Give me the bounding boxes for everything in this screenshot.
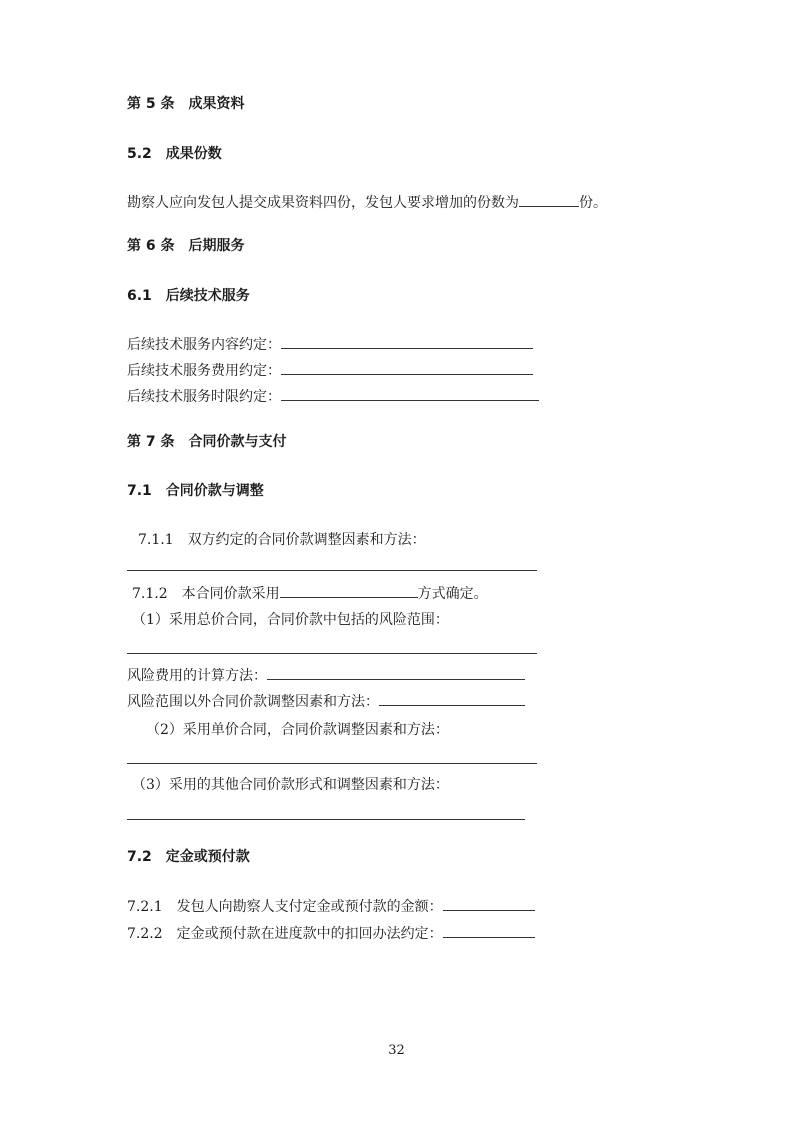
article-5-title: 第 5 条 成果资料 bbox=[127, 96, 245, 112]
section-6-1-title: 6.1 后续技术服务 bbox=[127, 288, 250, 304]
risk-calc-row bbox=[127, 666, 525, 685]
risk-outside-label: 风险范围以外合同价款调整因素和方法： bbox=[127, 694, 379, 710]
clause-7-1-2-suffix: 方式确定。 bbox=[417, 586, 488, 602]
clause-7-2-1-row bbox=[127, 897, 535, 916]
service-time-label: 后续技术服务时限约定： bbox=[127, 389, 281, 405]
service-content-label: 后续技术服务内容约定： bbox=[127, 337, 281, 353]
section-7-1-title: 7.1 合同价款与调整 bbox=[127, 483, 264, 499]
clause-7-1-2-text: 7.1.2 本合同价款采用 bbox=[132, 586, 280, 602]
copies-blank[interactable] bbox=[519, 193, 579, 207]
risk-outside-blank[interactable] bbox=[379, 692, 525, 706]
service-content-blank[interactable] bbox=[281, 335, 533, 349]
clause-7-1-1: 7.1.1 双方约定的合同价款调整因素和方法： bbox=[138, 532, 426, 548]
clause-7-2-1-label: 7.2.1 发包人向勘察人支付定金或预付款的金额： bbox=[127, 899, 443, 915]
section-5-2-title: 5.2 成果份数 bbox=[127, 146, 222, 162]
service-time-blank[interactable] bbox=[281, 387, 539, 401]
section-5-2-paragraph bbox=[127, 193, 607, 212]
risk-calc-label: 风险费用的计算方法： bbox=[127, 668, 267, 684]
option-1-blank[interactable] bbox=[127, 653, 537, 654]
option-1-text: （1）采用总价合同，合同价款中包括的风险范围： bbox=[132, 612, 449, 628]
service-content-row bbox=[127, 335, 533, 354]
section-5-2-suffix: 份。 bbox=[579, 195, 607, 211]
article-6-title: 第 6 条 后期服务 bbox=[127, 238, 245, 254]
option-3-text: （3）采用的其他合同价款形式和调整因素和方法： bbox=[132, 777, 449, 793]
option-3-blank[interactable] bbox=[127, 819, 525, 820]
service-fee-row bbox=[127, 361, 533, 380]
service-fee-blank[interactable] bbox=[281, 361, 533, 375]
section-5-2-text: 勘察人应向发包人提交成果资料四份，发包人要求增加的份数为 bbox=[127, 195, 519, 211]
deposit-amount-blank[interactable] bbox=[443, 897, 535, 911]
option-2-blank[interactable] bbox=[127, 763, 537, 764]
clause-7-1-2-row bbox=[132, 584, 488, 603]
risk-outside-row bbox=[127, 692, 525, 711]
service-fee-label: 后续技术服务费用约定： bbox=[127, 363, 281, 379]
clause-7-1-1-blank[interactable] bbox=[127, 570, 537, 571]
article-7-title: 第 7 条 合同价款与支付 bbox=[127, 434, 287, 450]
clause-7-2-2-row bbox=[127, 924, 535, 943]
page-number: 32 bbox=[388, 1043, 405, 1058]
option-2-text: （2）采用单价合同，合同价款调整因素和方法： bbox=[146, 722, 449, 738]
deduction-method-blank[interactable] bbox=[443, 924, 535, 938]
clause-7-2-2-label: 7.2.2 定金或预付款在进度款中的扣回办法约定： bbox=[127, 926, 443, 942]
section-7-2-title: 7.2 定金或预付款 bbox=[127, 849, 250, 865]
price-method-blank[interactable] bbox=[280, 584, 418, 598]
risk-calc-blank[interactable] bbox=[267, 666, 525, 680]
service-time-row bbox=[127, 387, 539, 406]
